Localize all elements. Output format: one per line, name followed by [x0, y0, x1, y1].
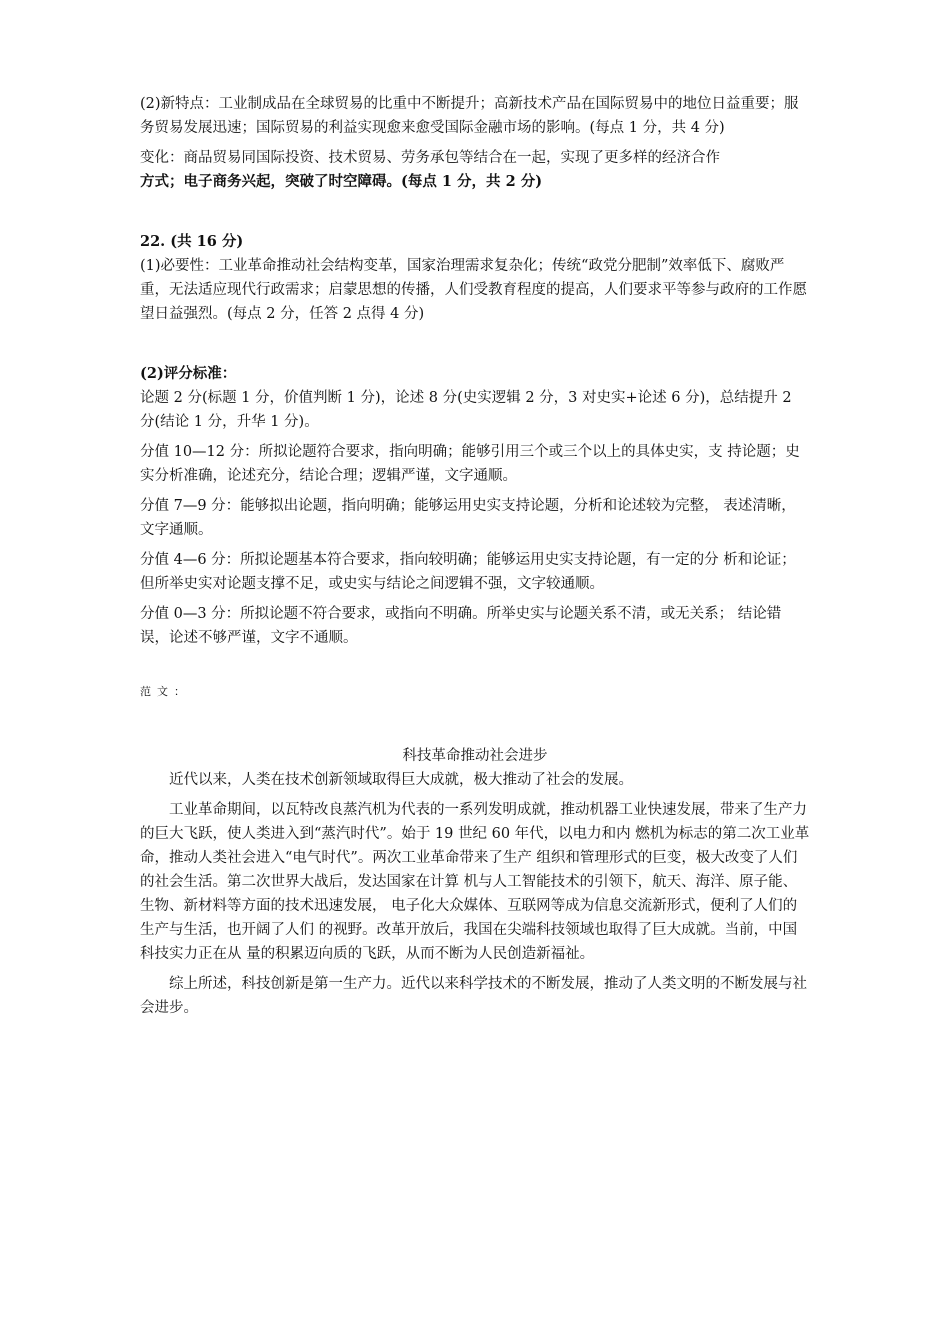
- q21-new-features: (2)新特点：工业制成品在全球贸易的比重中不断提升；高新技术产品在国际贸易中的地位日益重要；服务贸易发展迅速；国际贸易的利益实现愈来愈受国际金融市场的影响。(每点 1 分，共 4 分): [140, 96, 799, 136]
- scoring-level-4: 分值 0—3 分：所拟论题不符合要求，或指向不明确。所举史实与论题关系不清，或无关系； 结论错误，论述不够严谨，文字不通顺。: [140, 606, 782, 646]
- scoring-intro: 论题 2 分(标题 1 分，价值判断 1 分)，论述 8 分(史实逻辑 2 分，3 对史实+论述 6 分)，总结提升 2 分(结论 1 分，升华 1 分)。: [140, 390, 792, 430]
- document-page: [140, 92, 810, 1026]
- essay-paragraph-3: 综上所述，科技创新是第一生产力。近代以来科学技术的不断发展，推动了人类文明的不断发展与社会进步。: [140, 976, 807, 1016]
- q21-change-part1: 变化：商品贸易同国际投资、技术贸易、劳务承包等结合在一起，实现了更多样的经济合作: [140, 150, 720, 166]
- q22-header: 22. (共 16 分): [140, 233, 244, 250]
- q21-change-part2: 方式；电子商务兴起，突破了时空障碍。(每点 1 分，共 2 分): [140, 173, 543, 190]
- essay-label: 范文：: [140, 685, 191, 698]
- q22-part1: (1)必要性：工业革命推动社会结构变革，国家治理需求复杂化；传统“政党分肥制”效率低下、腐败严重，无法适应现代行政需求；启蒙思想的传播，人们受教育程度的提高，人们要求平等参与政府的工作愿望日益强烈。(每点 2 分，任答 2 点得 4 分): [140, 258, 807, 322]
- essay-paragraph-2: 工业革命期间，以瓦特改良蒸汽机为代表的一系列发明成就，推动机器工业快速发展，带来了生产力的巨大飞跃，使人类进入到“蒸汽时代”。始于 19 世纪 60 年代，以电力和内 燃机为标志的第二次工业革命，推动人类社会进入“电气时代”。两次工业革命带来了生产 组织和管理形式的巨变，极大改变了人们的社会生活。第二次世界大战后，发达国家在计算 机与人工智能技术的引领下，航天、海洋、原子能、生物、新材料等方面的技术迅速发展， 电子化大众媒体、互联网等成为信息交流新形式，便利了人们的生产与生活，也开阔了人们 的视野。改革开放后，我国在尖端科技领域也取得了巨大成就。当前，中国科技实力正在从 量的积累迈向质的飞跃，从而不断为人民创造新福祉。: [140, 802, 810, 962]
- scoring-level-2: 分值 7—9 分：能够拟出论题，指向明确；能够运用史实支持论题，分析和论述较为完整， 表述清晰，文字通顺。: [140, 498, 796, 538]
- scoring-level-1: 分值 10—12 分：所拟论题符合要求，指向明确；能够引用三个或三个以上的具体史实，支 持论题；史实分析准确，论述充分，结论合理；逻辑严谨，文字通顺。: [140, 444, 800, 484]
- essay-title: 科技革命推动社会进步: [402, 748, 548, 764]
- scoring-level-3: 分值 4—6 分：所拟论题基本符合要求，指向较明确；能够运用史实支持论题，有一定的分 析和论证；但所举史实对论题支撑不足，或史实与结论之间逻辑不强，文字较通顺。: [140, 552, 796, 592]
- essay-paragraph-1: 近代以来，人类在技术创新领域取得巨大成就，极大推动了社会的发展。: [169, 772, 633, 788]
- q22-part2-header: (2)评分标准：: [140, 365, 237, 382]
